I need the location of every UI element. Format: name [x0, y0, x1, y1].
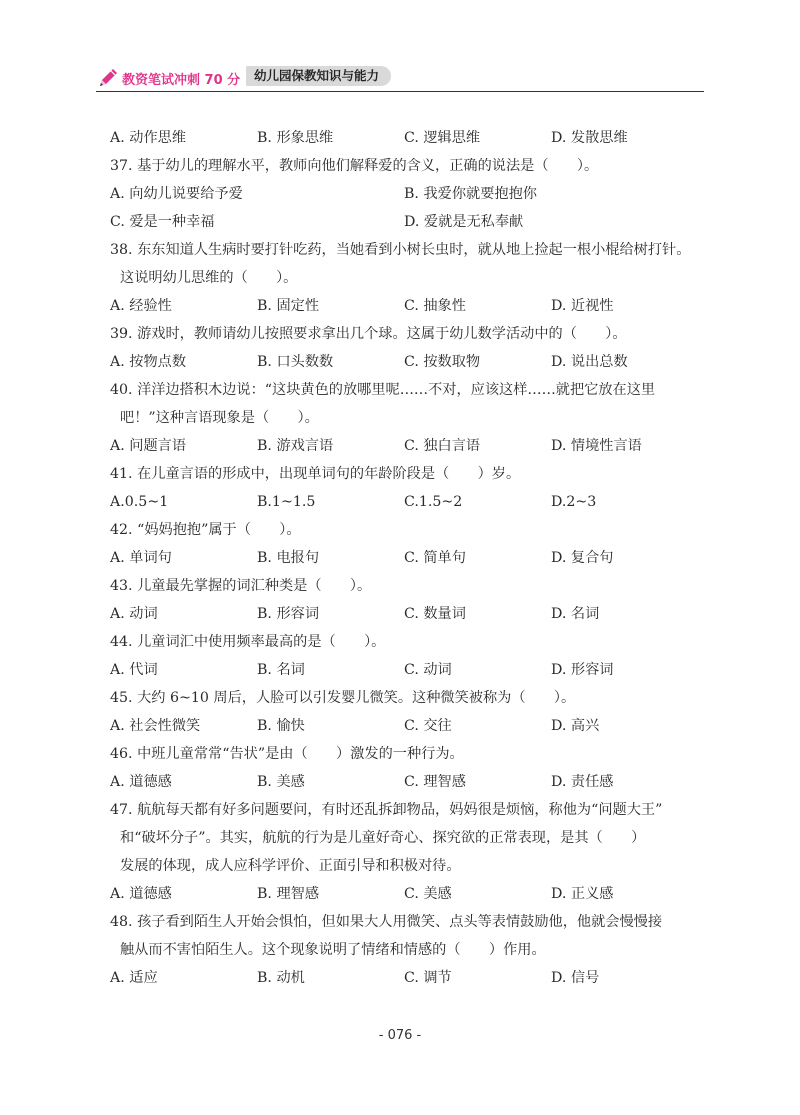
- answer-option: B. 名词: [257, 662, 305, 678]
- answer-option: A. 道德感: [110, 774, 172, 790]
- answer-options: [110, 600, 706, 628]
- answer-option: A.0.5~1: [110, 494, 169, 510]
- answer-options: [110, 880, 706, 908]
- page-number: - 076 -: [378, 1028, 422, 1043]
- answer-option: B. 口头数数: [257, 354, 334, 370]
- page-header: [96, 64, 704, 92]
- answer-options: [110, 488, 706, 516]
- answer-option: C. 美感: [404, 886, 452, 902]
- answer-options: [110, 656, 706, 684]
- answer-option: D. 说出总数: [551, 354, 628, 370]
- answer-option: D. 高兴: [551, 718, 600, 734]
- answer-option: D. 形容词: [551, 662, 614, 678]
- answer-option: C.1.5~2: [404, 494, 463, 510]
- answer-option: D. 名词: [551, 606, 600, 622]
- answer-option: B.1~1.5: [257, 494, 316, 510]
- answer-options: [110, 208, 706, 236]
- answer-option: C. 调节: [404, 970, 452, 986]
- question-stem: 43. 儿童最先掌握的词汇种类是（ ）。: [110, 578, 372, 594]
- answer-options: [110, 768, 706, 796]
- answer-option: C. 简单句: [404, 550, 466, 566]
- answer-option: B. 固定性: [257, 298, 320, 314]
- answer-option: D. 责任感: [551, 774, 614, 790]
- answer-option: B. 电报句: [257, 550, 320, 566]
- question-stem: 45. 大约 6~10 周后，人脸可以引发婴儿微笑。这种微笑被称为（ ）。: [110, 690, 576, 706]
- answer-option: A. 经验性: [110, 298, 172, 314]
- answer-options: [110, 712, 706, 740]
- answer-options: [110, 544, 706, 572]
- answer-option: D. 情境性言语: [551, 438, 642, 454]
- answer-option: C. 交往: [404, 718, 452, 734]
- question-stem: 37. 基于幼儿的理解水平，教师向他们解释爱的含义，正确的说法是（ ）。: [110, 158, 599, 174]
- answer-option: A. 问题言语: [110, 438, 187, 454]
- answer-options: [110, 124, 706, 152]
- question-stem-continued: 发展的体现，成人应科学评价、正面引导和积极对待。: [120, 858, 461, 874]
- question-stem-continued: 吧！”这种言语现象是（ ）。: [120, 410, 319, 426]
- answer-option: A. 代词: [110, 662, 158, 678]
- answer-option: A. 向幼儿说要给予爱: [110, 186, 243, 202]
- answer-option: A. 动作思维: [110, 130, 187, 146]
- answer-options: [110, 348, 706, 376]
- answer-option: D.2~3: [551, 494, 597, 510]
- answer-option: B. 理智感: [257, 886, 320, 902]
- question-stem: 41. 在儿童言语的形成中，出现单词句的年龄阶段是（ ）岁。: [110, 466, 521, 482]
- answer-option: B. 愉快: [257, 718, 305, 734]
- answer-option: D. 发散思维: [551, 130, 628, 146]
- answer-option: C. 抽象性: [404, 298, 466, 314]
- answer-option: B. 美感: [257, 774, 305, 790]
- answer-options: [110, 964, 706, 992]
- answer-options: [110, 180, 706, 208]
- answer-option: C. 数量词: [404, 606, 466, 622]
- question-stem-continued: 这说明幼儿思维的（ ）。: [120, 270, 298, 286]
- answer-options: [110, 432, 706, 460]
- answer-option: C. 按数取物: [404, 354, 481, 370]
- answer-option: D. 正义感: [551, 886, 614, 902]
- answer-option: A. 动词: [110, 606, 158, 622]
- answer-options: [110, 292, 706, 320]
- question-stem: 39. 游戏时，教师请幼儿按照要求拿出几个球。这属于幼儿数学活动中的（ ）。: [110, 326, 627, 342]
- question-stem-continued: 和“破坏分子”。其实，航航的行为是儿童好奇心、探究欲的正常表现，是其（ ）: [120, 830, 646, 846]
- answer-option: B. 形容词: [257, 606, 320, 622]
- question-stem-continued: 触从而不害怕陌生人。这个现象说明了情绪和情感的（ ）作用。: [120, 942, 546, 958]
- answer-option: C. 动词: [404, 662, 452, 678]
- question-list: [110, 124, 706, 992]
- question-stem: 46. 中班儿童常常“告状”是由（ ）激发的一种行为。: [110, 746, 464, 762]
- header-rule: [96, 91, 704, 92]
- question-stem: 48. 孩子看到陌生人开始会惧怕，但如果大人用微笑、点头等表情鼓励他，他就会慢慢接: [110, 914, 663, 930]
- answer-option: B. 形象思维: [257, 130, 334, 146]
- question-stem: 47. 航航每天都有好多问题要问，有时还乱拆卸物品，妈妈很是烦恼，称他为“问题大王”: [110, 802, 663, 818]
- question-stem: 38. 东东知道人生病时要打针吃药，当她看到小树长虫时，就从地上捡起一根小棍给树打针。: [110, 242, 691, 258]
- pencil-icon: [96, 66, 120, 90]
- subject-tab: 幼儿园保教知识与能力: [246, 66, 391, 86]
- answer-option: D. 复合句: [551, 550, 614, 566]
- question-stem: 42. “妈妈抱抱”属于（ ）。: [110, 522, 301, 538]
- question-stem: 44. 儿童词汇中使用频率最高的是（ ）。: [110, 634, 386, 650]
- answer-option: A. 道德感: [110, 886, 172, 902]
- answer-option: C. 理智感: [404, 774, 466, 790]
- answer-option: D. 近视性: [551, 298, 614, 314]
- answer-option: A. 适应: [110, 970, 158, 986]
- series-title: 教资笔试冲刺 70 分: [122, 73, 241, 88]
- answer-option: D. 爱就是无私奉献: [404, 214, 524, 230]
- answer-option: D. 信号: [551, 970, 600, 986]
- answer-option: B. 我爱你就要抱抱你: [404, 186, 537, 202]
- answer-option: C. 爱是一种幸福: [110, 214, 215, 230]
- answer-option: C. 独白言语: [404, 438, 481, 454]
- question-stem: 40. 洋洋边搭积木边说：“这块黄色的放哪里呢……不对，应该这样……就把它放在这里: [110, 382, 656, 398]
- answer-option: A. 社会性微笑: [110, 718, 201, 734]
- answer-option: A. 按物点数: [110, 354, 187, 370]
- answer-option: A. 单词句: [110, 550, 172, 566]
- answer-option: C. 逻辑思维: [404, 130, 481, 146]
- answer-option: B. 游戏言语: [257, 438, 334, 454]
- answer-option: B. 动机: [257, 970, 305, 986]
